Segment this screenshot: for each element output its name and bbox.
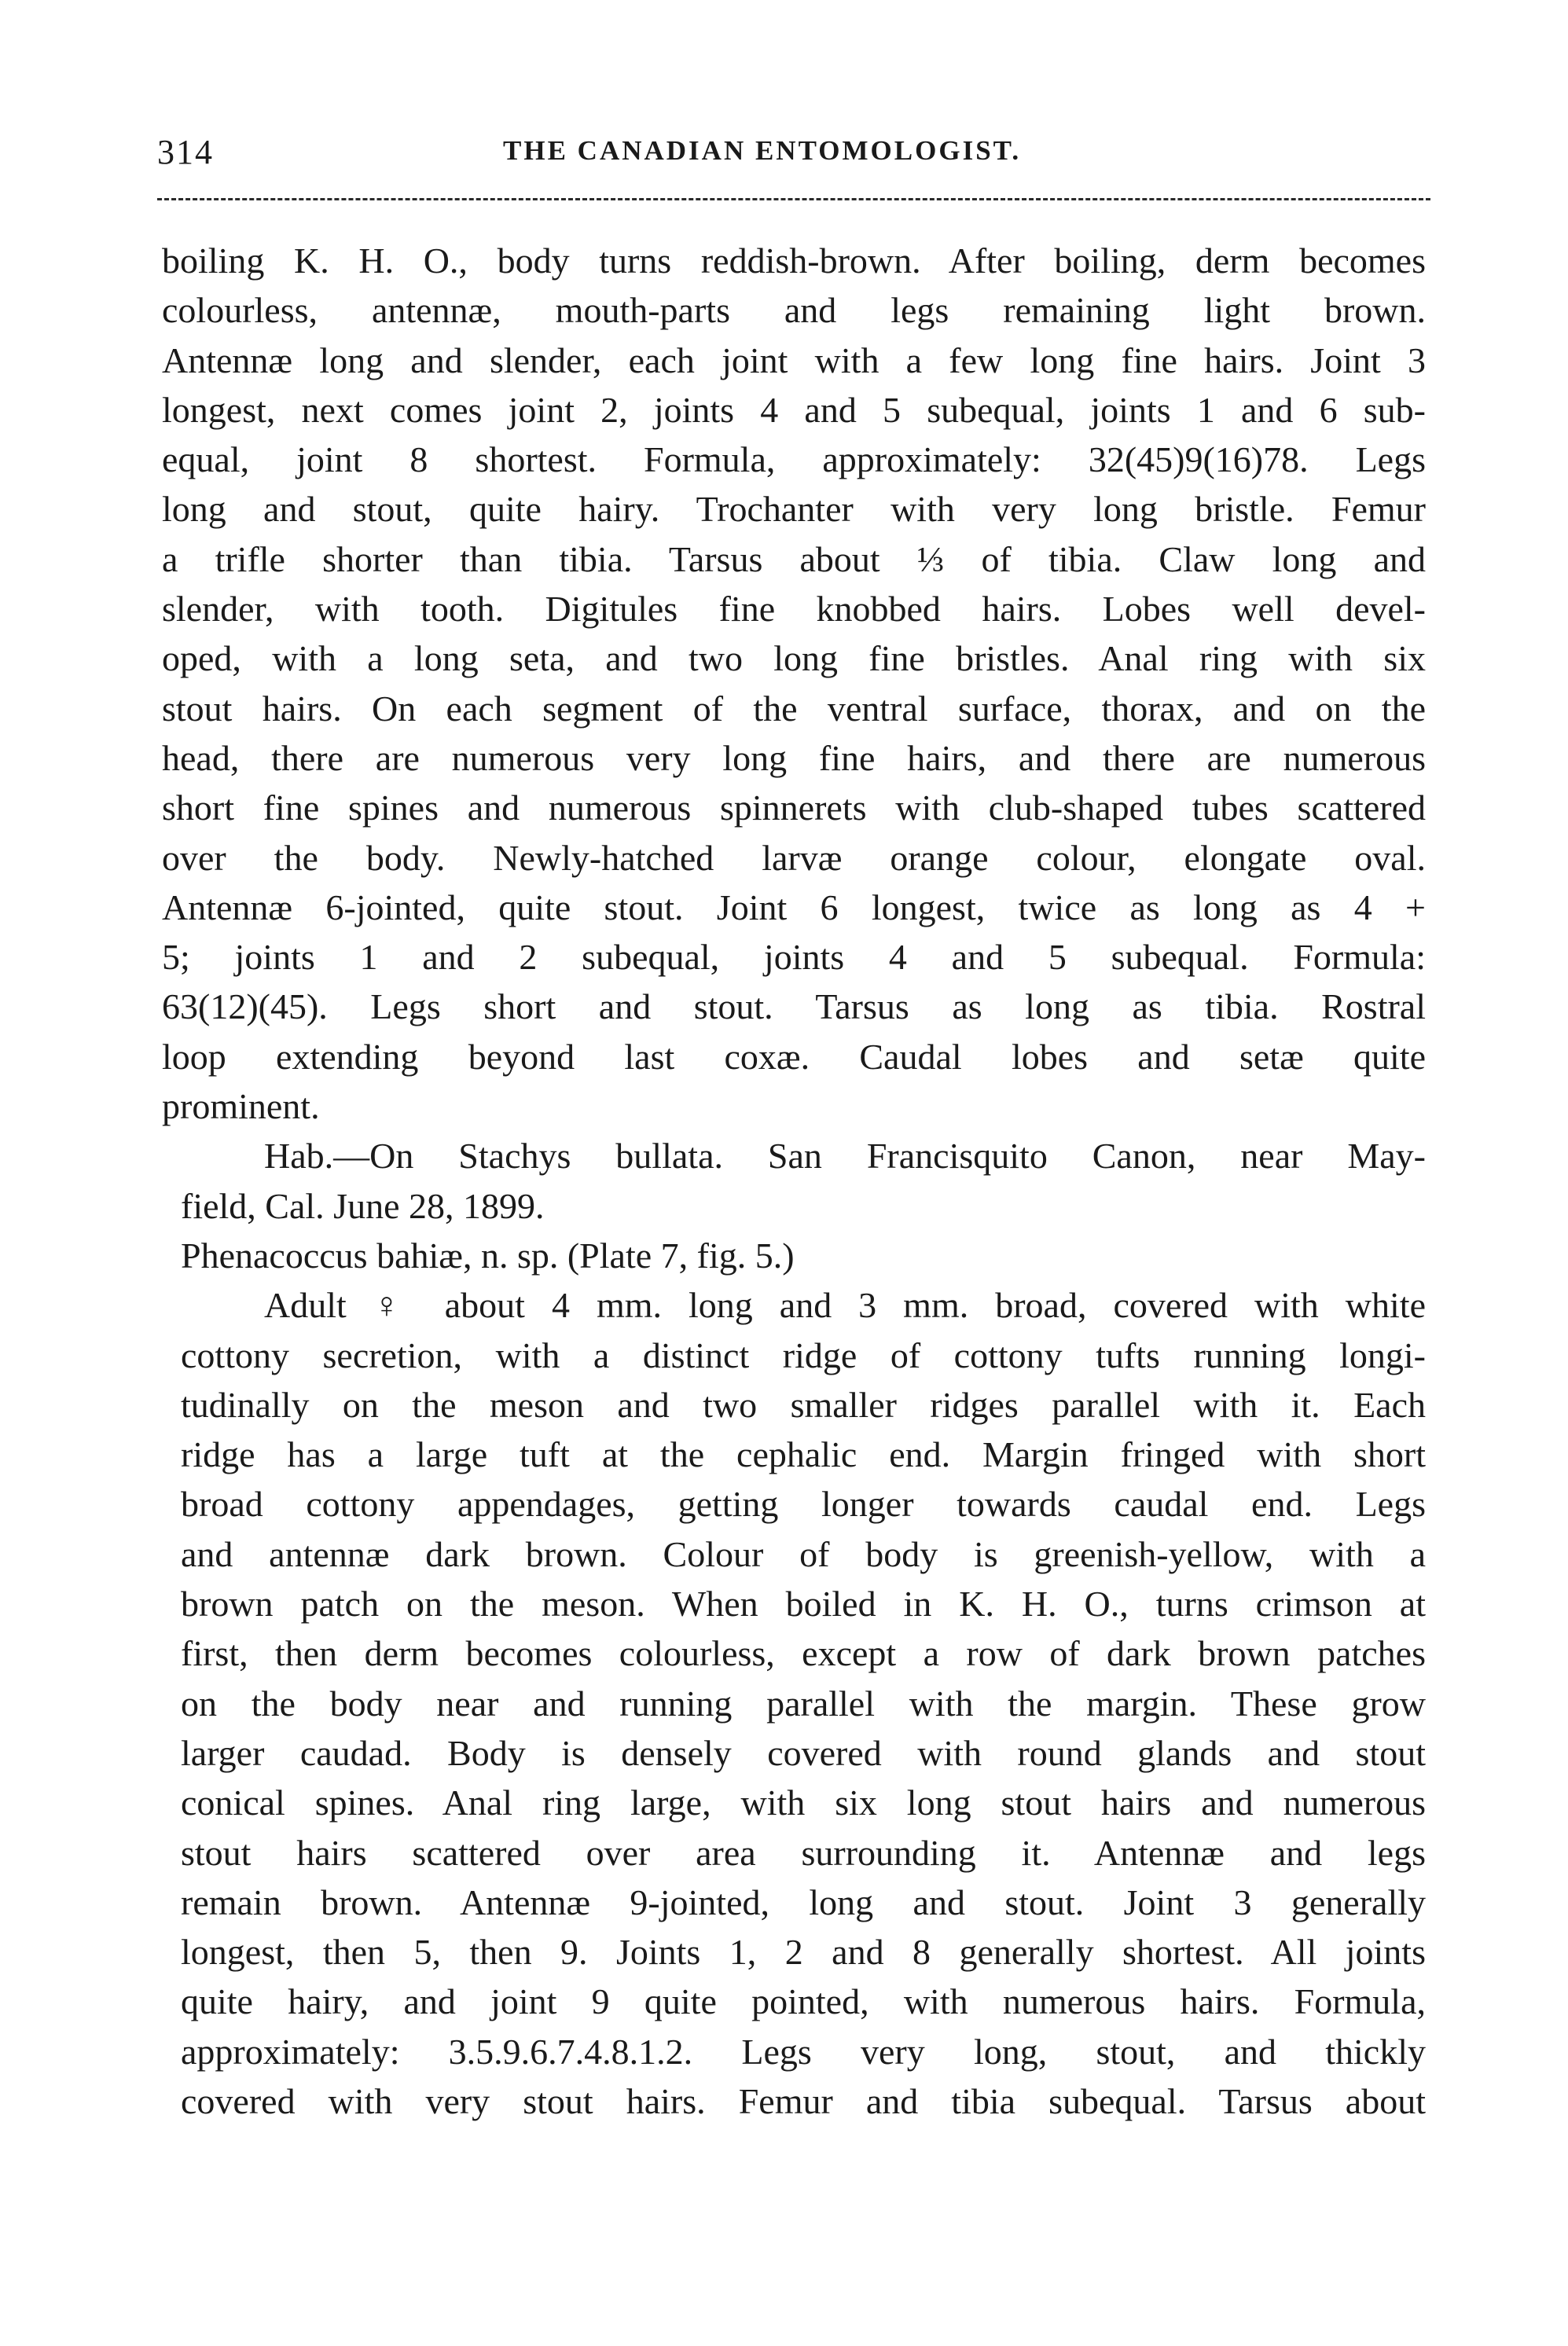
- text-line: tudinally on the meson and two smaller ridges parallel with it. Each: [181, 1384, 1426, 1425]
- text-line: field, Cal. June 28, 1899.: [181, 1185, 545, 1226]
- running-head: [157, 132, 1430, 171]
- header-rule: [157, 198, 1430, 200]
- body-text: [162, 236, 1426, 2126]
- text-line: equal, joint 8 shortest. Formula, approximately: 32(45)9(16)78. Legs: [162, 439, 1426, 480]
- text-line: long and stout, quite hairy. Trochanter with very long bristle. Femur: [162, 489, 1426, 530]
- paragraph-species-heading: [162, 1231, 1426, 1280]
- text-line: broad cottony appendages, getting longer towards caudal end. Legs: [181, 1484, 1426, 1525]
- paragraph-larva-description: [162, 236, 1426, 1131]
- text-line: longest, then 5, then 9. Joints 1, 2 and 8 generally shortest. All joints: [181, 1932, 1426, 1973]
- text-line: boiling K. H. O., body turns reddish-brown. After boiling, derm becomes: [162, 240, 1426, 281]
- text-line: slender, with tooth. Digitules fine knobbed hairs. Lobes well devel-: [162, 589, 1426, 630]
- text-line: oped, with a long seta, and two long fine bristles. Anal ring with six: [162, 638, 1426, 679]
- text-line: short fine spines and numerous spinnerets with club-shaped tubes scattered: [162, 788, 1426, 828]
- text-line: brown patch on the meson. When boiled in K. H. O., turns crimson at: [181, 1584, 1426, 1625]
- text-line: prominent.: [162, 1086, 320, 1127]
- text-line: quite hairy, and joint 9 quite pointed, with numerous hairs. Formula,: [181, 1981, 1426, 2022]
- text-line: on the body near and running parallel with the margin. These grow: [181, 1683, 1426, 1724]
- text-line: covered with very stout hairs. Femur and tibia subequal. Tarsus about: [181, 2080, 1426, 2121]
- text-line: a trifle shorter than tibia. Tarsus about ⅓ of tibia. Claw long and: [162, 538, 1426, 579]
- text-line: approximately: 3.5.9.6.7.4.8.1.2. Legs very long, stout, and thickly: [181, 2031, 1426, 2072]
- text-line: loop extending beyond last coxæ. Caudal lobes and setæ quite: [162, 1036, 1426, 1077]
- text-line: Antennæ long and slender, each joint with a few long fine hairs. Joint 3: [162, 340, 1426, 380]
- text-line: colourless, antennæ, mouth-parts and legs remaining light brown.: [162, 290, 1426, 331]
- text-line: Adult ♀ about 4 mm. long and 3 mm. broad, covered with white: [264, 1285, 1426, 1326]
- text-line: Antennæ 6-jointed, quite stout. Joint 6 longest, twice as long as 4 +: [162, 887, 1426, 927]
- text-line: ridge has a large tuft at the cephalic end. Margin fringed with short: [181, 1434, 1426, 1475]
- text-line: and antennæ dark brown. Colour of body is greenish-yellow, with a: [181, 1533, 1426, 1574]
- text-line: cottony secretion, with a distinct ridge of cottony tufts running longi-: [181, 1335, 1426, 1375]
- text-line: head, there are numerous very long fine hairs, and there are numerous: [162, 737, 1426, 778]
- text-line: over the body. Newly-hatched larvæ orange colour, elongate oval.: [162, 837, 1426, 878]
- text-line: 5; joints 1 and 2 subequal, joints 4 and 5 subequal. Formula:: [162, 937, 1426, 978]
- text-line: larger caudad. Body is densely covered with round glands and stout: [181, 1732, 1426, 1773]
- text-line: stout hairs. On each segment of the ventral surface, thorax, and on the: [162, 688, 1426, 729]
- text-line: remain brown. Antennæ 9-jointed, long and stout. Joint 3 generally: [181, 1882, 1426, 1922]
- text-line: longest, next comes joint 2, joints 4 and 5 subequal, joints 1 and 6 sub-: [162, 389, 1426, 430]
- text-line: first, then derm becomes colourless, except a row of dark brown patches: [181, 1633, 1426, 1674]
- text-line: conical spines. Anal ring large, with six long stout hairs and numerous: [181, 1782, 1426, 1823]
- habitat-line: Hab.—On Stachys bullata. San Francisquito Canon, near May-: [264, 1136, 1426, 1177]
- paragraph-adult-description: [162, 1280, 1426, 2126]
- text-line: stout hairs scattered over area surrounding it. Antennæ and legs: [181, 1832, 1426, 1873]
- page-number: 314: [157, 133, 214, 171]
- text-line: 63(12)(45). Legs short and stout. Tarsus as long as tibia. Rostral: [162, 986, 1426, 1027]
- paragraph-habitat: [162, 1131, 1426, 1231]
- species-heading: Phenacoccus bahiæ, n. sp. (Plate 7, fig. 5.): [181, 1235, 795, 1276]
- journal-title: THE CANADIAN ENTOMOLOGIST.: [503, 135, 1022, 166]
